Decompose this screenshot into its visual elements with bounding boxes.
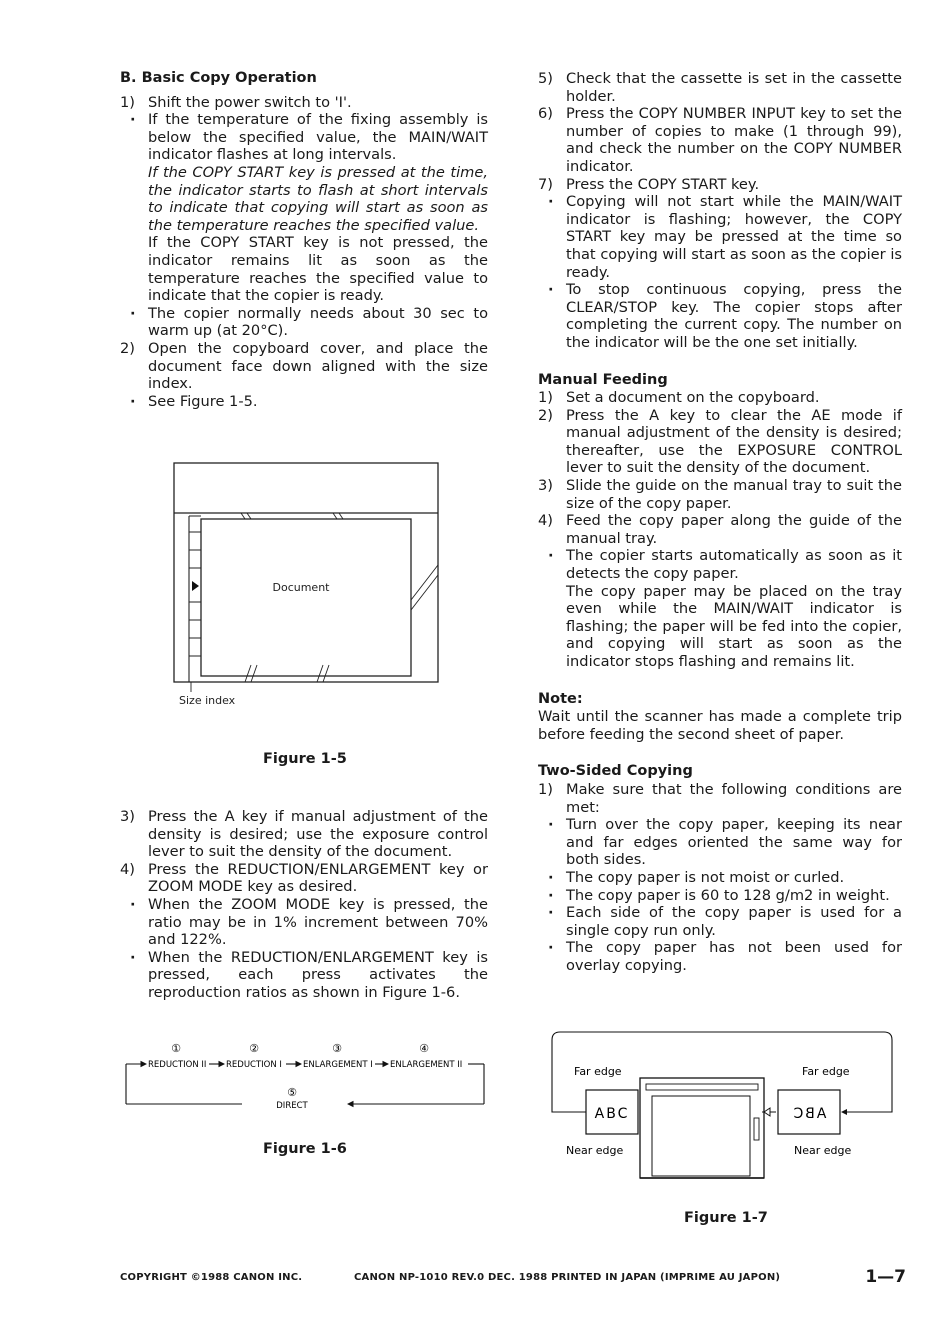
footer-copyright: COPYRIGHT ©1988 CANON INC. [120, 1272, 303, 1283]
step-7 [538, 176, 902, 194]
mf-step-2 [538, 407, 902, 477]
step-1 [120, 94, 488, 112]
step-text: Press the REDUCTION/ENLARGEMENT key or ZOOM MODE key as desired. [148, 860, 488, 896]
feed-arrow-icon [764, 1108, 770, 1116]
size-index-label: Size index [179, 694, 236, 707]
figure-1-6-caption: Figure 1-6 [263, 1141, 347, 1157]
footer-center: CANON NP-1010 REV.0 DEC. 1988 PRINTED IN JAPAN (IMPRIME AU JAPON) [354, 1272, 781, 1283]
document-label: Document [272, 581, 330, 594]
step-text: Press the A key if manual adjustment of the density is desired; use the exposure control lever to suit the density of the document. [148, 808, 488, 861]
reduction-ii-label: REDUCTION II [148, 1060, 207, 1070]
figure-1-7 [548, 1028, 898, 1188]
step-number: 6) [538, 105, 553, 123]
near-edge-right-label: Near edge [794, 1144, 852, 1157]
step-number: 4) [538, 512, 553, 530]
step-number-2: ② [249, 1042, 259, 1055]
step-3 [120, 808, 488, 861]
bullet-item: · Turn over the copy paper, keeping its near and far edges oriented the same way for both sides. [538, 816, 902, 869]
left-column [120, 70, 488, 410]
far-edge-left-label: Far edge [574, 1065, 622, 1078]
step-number-3: ③ [332, 1042, 342, 1055]
paragraph: If the COPY START key is not pressed, the indicator remains lit as soon as the temperature reaches the specified value to indicate that the copier is ready. [148, 234, 488, 305]
paragraph: The copy paper may be placed on the tray even while the MAIN/WAIT indicator is flashing; the paper will be fed into the copier, and copying will start as soon as the indicator stops flashing and remains lit. [566, 582, 902, 670]
figure-1-5 [165, 460, 455, 720]
step-5 [538, 70, 902, 105]
bullet-item: · See Figure 1-5. [120, 393, 488, 411]
mf-step-1 [538, 389, 902, 407]
mf-step-4 [538, 512, 902, 547]
bullet-item: · If the temperature of the fixing assembly is below the specified value, the MAIN/WAIT indicator flashes at long intervals. [120, 111, 488, 164]
section-heading-two-sided: Two-Sided Copying [538, 763, 693, 780]
bullet-item: · The copy paper is not moist or curled. [538, 869, 902, 887]
document-outline [201, 519, 411, 676]
step-2 [120, 340, 488, 393]
step-number: 3) [538, 477, 553, 495]
figure-1-7-caption: Figure 1-7 [684, 1210, 768, 1226]
page-number: 1—7 [865, 1267, 906, 1287]
step-text: Feed the copy paper along the guide of the manual tray. [566, 512, 902, 547]
enlargement-i-label: ENLARGEMENT I [303, 1060, 373, 1070]
step-text: Make sure that the following conditions are met: [566, 780, 902, 816]
bullet-item: · The copier starts automatically as soon as it detects the copy paper. [538, 547, 902, 582]
direct-label: DIRECT [276, 1101, 308, 1111]
step-number: 2) [120, 339, 135, 357]
step-number: 1) [538, 389, 553, 407]
ts-step-1 [538, 781, 902, 816]
note-heading: Note: [538, 690, 583, 707]
far-edge-right-label: Far edge [802, 1065, 850, 1078]
abc-text: ABC [594, 1106, 630, 1122]
step-text: Press the COPY START key. [566, 175, 760, 193]
bullet-item: · Each side of the copy paper is used for a single copy run only. [538, 904, 902, 939]
step-number: 4) [120, 860, 135, 878]
step-number: 3) [120, 808, 135, 825]
step-number-4: ④ [419, 1042, 429, 1055]
step-number-5: ⑤ [287, 1086, 297, 1099]
step-text: Set a document on the copyboard. [566, 389, 820, 407]
bullet-item: · Copying will not start while the MAIN/WAIT indicator is flashing; however, the COPY START key may be pressed at the time so that copying will start as soon as the copier is ready. [538, 193, 902, 281]
note-text: Wait until the scanner has made a complete trip before feeding the second sheet of paper. [538, 708, 902, 743]
bullet-item: · When the ZOOM MODE key is pressed, the ratio may be in 1% increment between 70% and 122%. [120, 896, 488, 949]
figure-1-5-caption: Figure 1-5 [263, 751, 347, 767]
enlargement-ii-label: ENLARGEMENT II [390, 1060, 463, 1070]
bullet-item: · To stop continuous copying, press the CLEAR/STOP key. The copier stops after completing the current copy. The number on the indicator will be the one set initially. [538, 281, 902, 351]
step-text: Press the A key to clear the AE mode if manual adjustment of the density is desired; thereafter, use the EXPOSURE CONTROL lever to suit the density of the document. [566, 406, 902, 477]
step-number-1: ① [171, 1042, 181, 1055]
right-column [538, 70, 902, 975]
step-number: 1) [538, 780, 553, 798]
step-number: 2) [538, 406, 553, 424]
left-column-lower [120, 808, 488, 1002]
mf-step-3 [538, 477, 902, 512]
section-heading-manual-feeding: Manual Feeding [538, 371, 668, 388]
near-edge-left-label: Near edge [566, 1144, 624, 1157]
paragraph: If the COPY START key is pressed at the time, the indicator starts to flash at short intervals to indicate that copying will start as soon as the temperature reaches the specified value. [148, 163, 488, 234]
abc-mirror-text: ABC [791, 1106, 827, 1122]
bullet-item: · The copier normally needs about 30 sec to warm up (at 20°C). [120, 305, 488, 340]
step-text: Open the copyboard cover, and place the document face down aligned with the size index. [148, 339, 488, 393]
step-4 [120, 861, 488, 896]
step-text: Press the COPY NUMBER INPUT key to set the number of copies to make (1 through 99), and check the number on the COPY NUMBER indicator. [566, 105, 902, 175]
step-number: 1) [120, 93, 135, 111]
bullet-item: · When the REDUCTION/ENLARGEMENT key is pressed, each press activates the reproduction ratios as shown in Figure 1-6. [120, 949, 488, 1002]
bullet-item: · The copy paper is 60 to 128 g/m2 in weight. [538, 887, 902, 905]
step-text: Check that the cassette is set in the cassette holder. [566, 70, 902, 105]
step-6 [538, 105, 902, 175]
step-text: Slide the guide on the manual tray to suit the size of the copy paper. [566, 477, 902, 512]
step-number: 7) [538, 175, 553, 193]
arrow-marker-icon [192, 581, 199, 591]
section-heading-basic-copy: B. Basic Copy Operation [120, 70, 317, 86]
step-text: Shift the power switch to 'I'. [148, 93, 352, 111]
copier-body [640, 1078, 764, 1178]
copyboard-outline [174, 463, 438, 682]
bullet-item: · The copy paper has not been used for overlay copying. [538, 939, 902, 974]
step-number: 5) [538, 70, 553, 87]
figure-1-6 [120, 1040, 492, 1120]
reduction-i-label: REDUCTION I [226, 1060, 282, 1070]
